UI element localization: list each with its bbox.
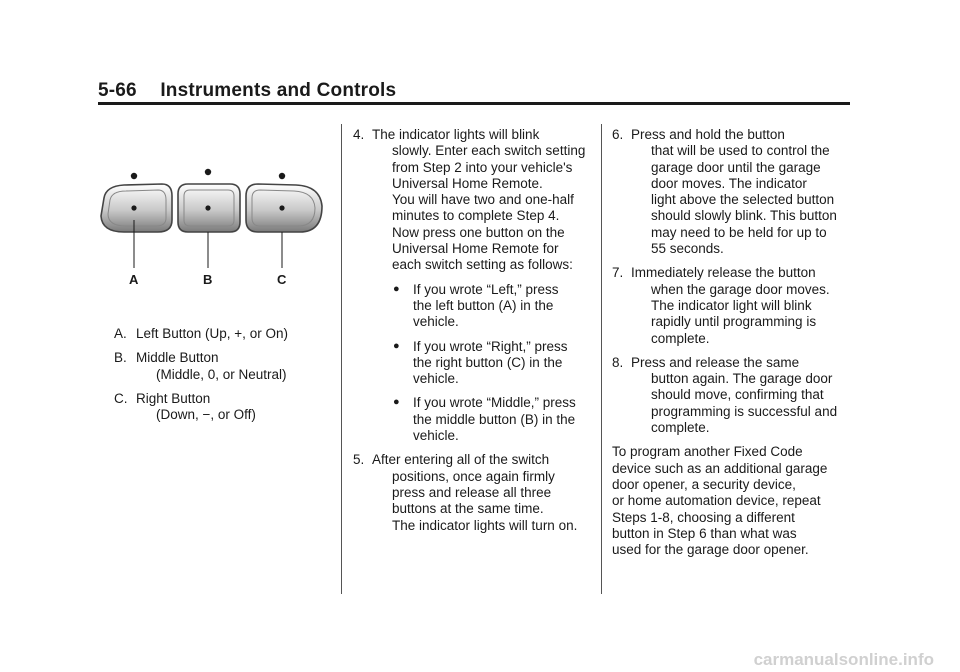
bullet-line: If you wrote “Left,” press <box>413 281 559 297</box>
middle-button-shape <box>178 184 240 232</box>
bullet-dot: ● <box>393 282 400 295</box>
right-button-shape <box>246 184 322 232</box>
figure-legend <box>114 326 288 431</box>
step-line: Now press one button on the <box>392 224 565 240</box>
paragraph-line: Steps 1-8, choosing a different <box>612 509 795 525</box>
bullet-line: vehicle. <box>413 371 459 387</box>
column-divider-2 <box>601 124 602 594</box>
bullet-line: If you wrote “Right,” press <box>413 338 568 354</box>
step-marker: 7. <box>612 265 624 281</box>
step-marker: 6. <box>612 127 624 142</box>
step-line: positions, once again firmly <box>392 468 555 484</box>
step-line: The indicator lights will turn on. <box>392 517 578 533</box>
bullet-middle <box>393 395 593 444</box>
legend-marker: B. <box>114 350 127 366</box>
indicator-light-left <box>131 173 137 179</box>
paragraph-line: device such as an additional garage <box>612 460 828 476</box>
indicator-light-middle <box>205 169 211 175</box>
step-line: Immediately release the button <box>631 265 816 281</box>
step-line: that will be used to control the <box>651 143 830 159</box>
legend-marker: A. <box>114 326 127 341</box>
paragraph-line: To program another Fixed Code <box>612 444 803 460</box>
bullet-line: the right button (C) in the <box>413 354 563 370</box>
legend-marker: C. <box>114 390 128 406</box>
step-text <box>629 265 858 346</box>
step-5 <box>353 452 593 533</box>
step-line: button again. The garage door <box>651 371 833 387</box>
paragraph-line: door opener, a security device, <box>612 476 796 492</box>
paragraph-line: or home automation device, repeat <box>612 493 821 509</box>
legend-item-b <box>114 350 288 383</box>
figure-label-b: B <box>203 272 213 287</box>
legend-text: (Down, −, or Off) <box>156 407 256 423</box>
step-line: light above the selected button <box>651 192 835 208</box>
step-line: Press and release the same <box>631 354 800 370</box>
step-8 <box>612 355 858 436</box>
step-marker: 8. <box>612 354 624 370</box>
watermark: carmanualsonline.info <box>753 650 934 669</box>
page-number: 5-66 <box>98 80 137 101</box>
step-line: The indicator light will blink <box>651 297 812 313</box>
step-line: may need to be held for up to <box>651 224 827 240</box>
step-line: buttons at the same time. <box>392 501 544 517</box>
legend-text: Middle Button <box>136 350 219 366</box>
step-line: rapidly until programming is <box>651 314 817 330</box>
step-line: door moves. The indicator <box>651 175 807 191</box>
figure-label-c: C <box>277 272 287 287</box>
column-3 <box>612 127 858 558</box>
step-line: Universal Home Remote for <box>392 241 559 257</box>
bullet-left <box>393 282 593 331</box>
step-line: garage door until the garage <box>651 159 821 175</box>
bullet-line: If you wrote “Middle,” press <box>413 395 576 411</box>
step-line: from Step 2 into your vehicle's <box>392 159 573 175</box>
step-text <box>370 452 593 533</box>
left-button-shape <box>101 184 172 232</box>
column-2 <box>353 127 593 542</box>
step-line: Press and hold the button <box>631 127 785 142</box>
paragraph-line: button in Step 6 than what was <box>612 525 797 541</box>
step-line: complete. <box>651 420 710 436</box>
legend-item-a <box>114 326 288 342</box>
step-line: should slowly blink. This button <box>651 208 837 224</box>
closing-paragraph <box>612 444 858 558</box>
step-6 <box>612 127 858 257</box>
legend-text: Right Button <box>136 390 211 406</box>
page-header <box>98 80 396 102</box>
bullet-line: vehicle. <box>413 428 459 444</box>
bullet-right <box>393 339 593 388</box>
footer <box>0 648 960 672</box>
step-line: minutes to complete Step 4. <box>392 208 560 224</box>
step-line: 55 seconds. <box>651 241 724 257</box>
legend-text: (Middle, 0, or Neutral) <box>156 366 287 382</box>
indicator-light-right <box>279 173 285 179</box>
bullet-dot: ● <box>393 339 400 352</box>
legend-item-c <box>114 391 288 424</box>
bullet-line: the left button (A) in the <box>413 297 554 313</box>
step-line: when the garage door moves. <box>651 281 830 297</box>
bullet-line: vehicle. <box>413 314 459 330</box>
step-line: each switch setting as follows: <box>392 257 573 273</box>
step-text <box>629 355 858 436</box>
step-marker: 5. <box>353 452 365 468</box>
button-figure-drawing <box>96 160 336 290</box>
column-divider-1 <box>341 124 342 594</box>
header-rule <box>98 102 850 105</box>
step-line: should move, confirming that <box>651 387 824 403</box>
step-4 <box>353 127 593 274</box>
bullet-dot: ● <box>393 396 400 409</box>
step-line: After entering all of the switch <box>372 452 550 468</box>
step-line: press and release all three <box>392 484 552 500</box>
step-line: complete. <box>651 330 710 346</box>
step-line: slowly. Enter each switch setting <box>392 143 586 159</box>
step-line: You will have two and one-half <box>392 192 574 208</box>
step-7 <box>612 265 858 346</box>
paragraph-line: used for the garage door opener. <box>612 542 809 558</box>
bullet-line: the middle button (B) in the <box>413 411 576 427</box>
step-text <box>629 127 858 257</box>
step-line: Universal Home Remote. <box>392 175 543 191</box>
button-figure <box>96 160 336 290</box>
section-title: Instruments and Controls <box>160 80 397 101</box>
step-line: programming is successful and <box>651 403 838 419</box>
figure-label-a: A <box>129 272 139 287</box>
legend-text: Left Button (Up, +, or On) <box>136 326 288 341</box>
step-marker: 4. <box>353 127 365 142</box>
step-text <box>370 127 593 274</box>
step-line: The indicator lights will blink <box>372 127 540 142</box>
